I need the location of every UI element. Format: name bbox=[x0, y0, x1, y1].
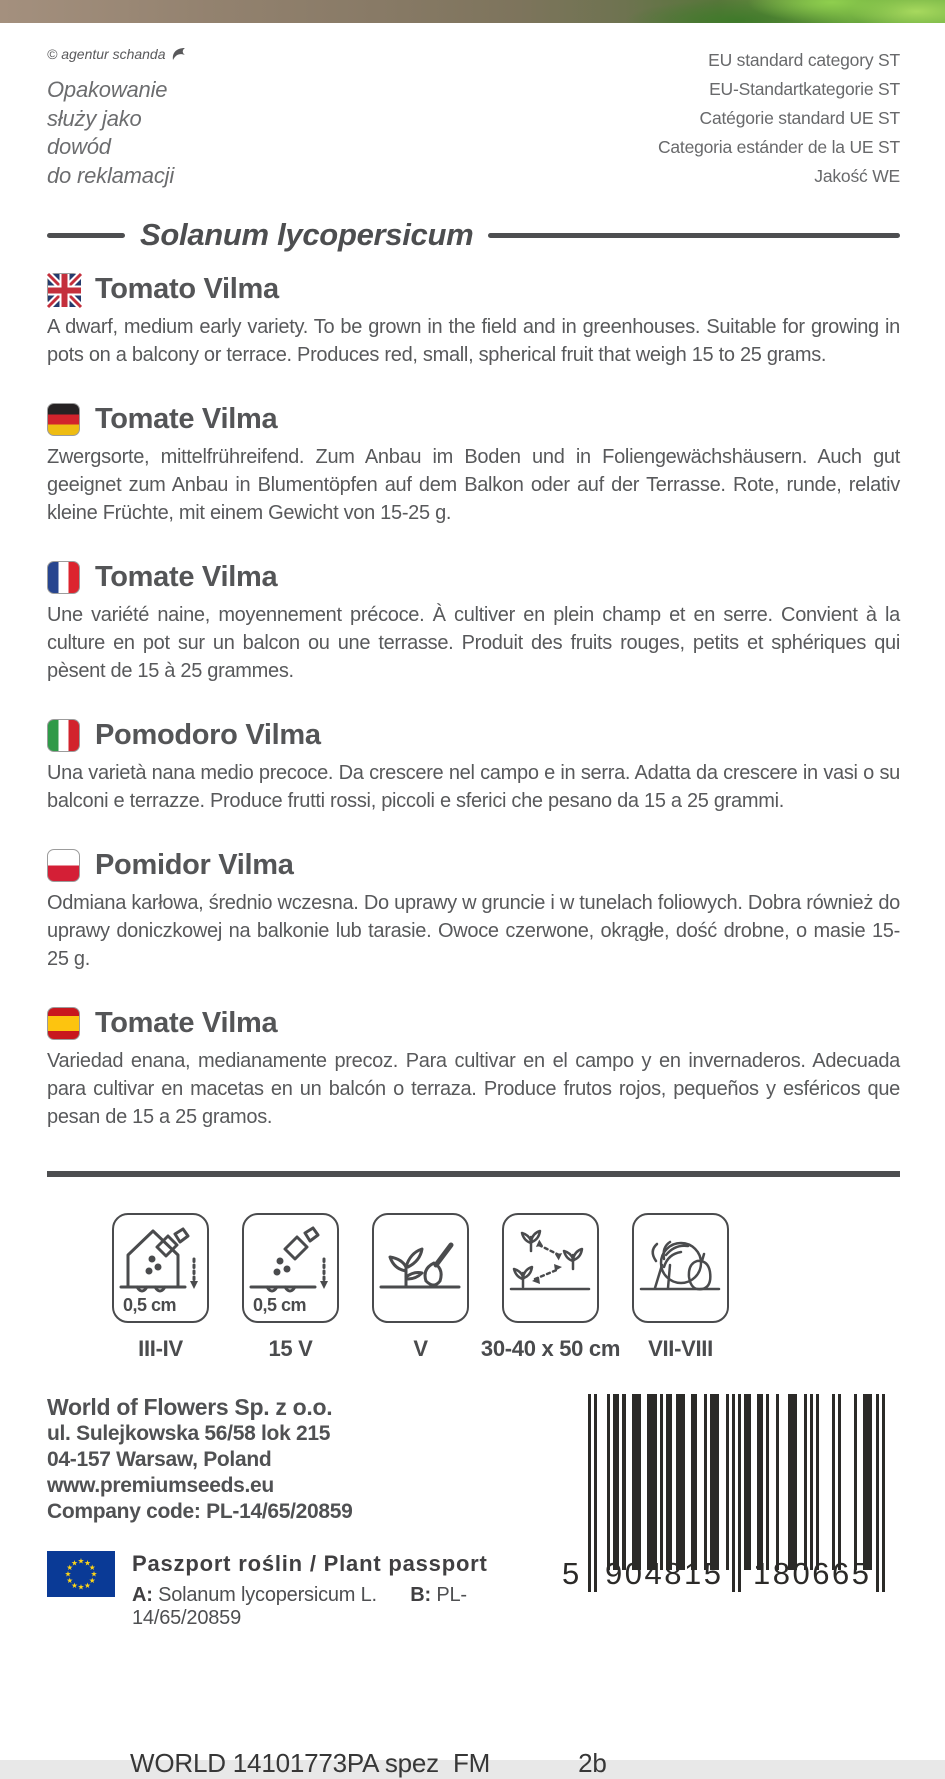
ean-barcode bbox=[560, 1394, 900, 1606]
plant-spacing-icon bbox=[505, 1217, 595, 1313]
variety-heading-pl: Pomidor Vilma bbox=[95, 848, 294, 881]
eu-flag-icon bbox=[47, 1551, 115, 1602]
description-fr: Une variété naine, moyennement précoce. À cultiver en plein champ et en serre. Convient à la culture en pot sur un balcon ou une terrasse. Produit des fruits rouges, petits et sphériques qui pèsent de 15 à 25 grammes. bbox=[47, 604, 900, 682]
barcode-digits-right: 180665 bbox=[753, 1556, 872, 1591]
svg-text:★: ★ bbox=[77, 1582, 85, 1592]
svg-text:★: ★ bbox=[90, 1569, 98, 1579]
title-rule-left bbox=[47, 233, 125, 238]
plant-photo-strip bbox=[0, 0, 945, 23]
description-it: Una varietà nana medio precoce. Da crescere nel campo e in serra. Adatta da crescere in vasi o su balconi e terrazze. Produce frutti rossi, piccoli e sferici che pesano da 15 a 25 grammi. bbox=[47, 762, 900, 812]
pictogram-harvest bbox=[632, 1213, 729, 1362]
passport-b-value: PL-14/65/20859 bbox=[132, 1584, 467, 1629]
description-es: Variedad enana, medianamente precoz. Para cultivar en el campo y en invernaderos. Adecuada para cultivar en macetas en un balcón o terraza. Produce frutos rojos, pequeños y esféricos que pesan de 15 a 25 gramos. bbox=[47, 1050, 900, 1128]
botanical-name: Solanum lycopersicum bbox=[140, 217, 474, 252]
claim-line: służy jako bbox=[47, 105, 142, 131]
category-line: EU standard category ST bbox=[708, 50, 900, 70]
description-de: Zwergsorte, mittelfrühreifend. Zum Anbau im Boden und in Foliengewächshäusern. Auch gut geeignet zum Anbau in Blumentöpfen auf dem Balkon oder auf der Terrasse. Rote, runde, relativ kleine Früchte, mit einem Gewicht von 15-25 g. bbox=[47, 446, 900, 524]
header bbox=[0, 23, 945, 191]
passport-b-label: B: bbox=[410, 1584, 431, 1606]
svg-text:★: ★ bbox=[88, 1576, 96, 1586]
germany-flag-icon bbox=[47, 403, 80, 436]
barcode-digit-first: 5 bbox=[562, 1556, 580, 1591]
passport-a-label: A: bbox=[132, 1584, 153, 1606]
packaging-claim bbox=[47, 76, 187, 190]
italy-flag-icon bbox=[47, 719, 80, 752]
variety-heading-es: Tomate Vilma bbox=[95, 1006, 278, 1039]
description-pl: Odmiana karłowa, średnio wczesna. Do uprawy w gruncie i w tunelach foliowych. Dobra również do uprawy doniczkowej na balkonie lub tarasie. Owoce czerwone, okrągłe, dość drobne, o masie 15-25 g. bbox=[47, 892, 900, 970]
photo-credit-text: © agentur schanda bbox=[47, 46, 166, 62]
section-polish bbox=[47, 845, 900, 973]
svg-text:★: ★ bbox=[66, 1563, 74, 1573]
passport-a-value: Solanum lycopersicum L. bbox=[158, 1584, 377, 1606]
title-rule-right bbox=[488, 233, 900, 238]
variety-heading-it: Pomodoro Vilma bbox=[95, 718, 321, 751]
svg-text:★: ★ bbox=[88, 1563, 96, 1573]
producer-and-passport bbox=[47, 1394, 560, 1630]
harvest-period: VII-VIII bbox=[648, 1336, 713, 1361]
sowing-outdoors-period: 15 V bbox=[268, 1336, 313, 1361]
variety-heading-en: Tomato Vilma bbox=[95, 272, 279, 305]
svg-text:★: ★ bbox=[84, 1558, 91, 1568]
svg-text:★: ★ bbox=[84, 1580, 91, 1590]
variety-heading-fr: Tomate Vilma bbox=[95, 560, 278, 593]
category-line: Catégorie standard UE ST bbox=[699, 108, 900, 128]
pictogram-transplanting bbox=[372, 1213, 469, 1362]
transplanting-period: V bbox=[413, 1336, 428, 1361]
botanical-title-row bbox=[47, 217, 900, 253]
producer-company-code: Company code: PL-14/65/20859 bbox=[47, 1500, 353, 1523]
pictogram-sowing-under-cover bbox=[112, 1213, 209, 1362]
svg-text:★: ★ bbox=[71, 1558, 78, 1568]
print-imprint bbox=[130, 1748, 945, 1779]
claim-line: Opakowanie bbox=[47, 77, 168, 102]
svg-text:★: ★ bbox=[77, 1556, 85, 1566]
uk-flag-icon bbox=[47, 273, 80, 306]
pictogram-plant-spacing bbox=[480, 1213, 621, 1362]
claim-line: dowód bbox=[47, 134, 111, 159]
eu-category-block bbox=[658, 46, 900, 191]
producer-address-line: 04-157 Warsaw, Poland bbox=[47, 1448, 272, 1471]
harvest-icon bbox=[635, 1217, 725, 1313]
producer-website: www.premiumseeds.eu bbox=[47, 1474, 274, 1497]
france-flag-icon bbox=[47, 561, 80, 594]
transplant-icon bbox=[375, 1217, 465, 1313]
agentur-schanda-logo-icon bbox=[171, 47, 187, 61]
producer-address-line: ul. Sulejkowska 56/58 lok 215 bbox=[47, 1422, 331, 1445]
category-line: Categoria estánder de la UE ST bbox=[657, 137, 900, 157]
category-line: EU-Standartkategorie ST bbox=[709, 79, 900, 99]
svg-text:★: ★ bbox=[71, 1580, 78, 1590]
sowing-depth-value: 0,5 cm bbox=[253, 1295, 307, 1315]
sowing-under-cover-period: III-IV bbox=[138, 1336, 183, 1361]
bottom-block bbox=[47, 1394, 900, 1630]
producer-name: World of Flowers Sp. z o.o. bbox=[47, 1394, 333, 1420]
section-german bbox=[47, 399, 900, 527]
variety-heading-de: Tomate Vilma bbox=[95, 402, 278, 435]
section-italian bbox=[47, 715, 900, 815]
section-french bbox=[47, 557, 900, 685]
imprint-code: WORLD 14101773PA spez FM bbox=[130, 1748, 491, 1778]
plant-passport bbox=[47, 1551, 560, 1630]
header-left bbox=[47, 46, 187, 191]
photo-credit bbox=[47, 46, 187, 62]
description-en: A dwarf, medium early variety. To be grown in the field and in greenhouses. Suitable for growing in pots on a balcony or terrace. Produces red, small, spherical fruit that weigh 15 to 25 grams. bbox=[47, 316, 900, 366]
plant-passport-title: Paszport roślin / Plant passport bbox=[132, 1551, 488, 1576]
svg-text:★: ★ bbox=[64, 1569, 72, 1579]
section-english bbox=[47, 269, 900, 369]
imprint-batch: 2b bbox=[578, 1748, 607, 1778]
cultivation-pictograms bbox=[112, 1213, 945, 1362]
svg-text:★: ★ bbox=[66, 1576, 74, 1586]
poland-flag-icon bbox=[47, 849, 80, 882]
plant-passport-details bbox=[132, 1584, 560, 1630]
pictogram-sowing-outdoors bbox=[242, 1213, 339, 1362]
section-spanish bbox=[47, 1003, 900, 1131]
spain-flag-icon bbox=[47, 1007, 80, 1040]
plant-spacing-value: 30-40 x 50 cm bbox=[480, 1336, 621, 1361]
plant-passport-text bbox=[132, 1551, 560, 1630]
claim-line: do reklamacji bbox=[47, 162, 175, 188]
barcode-digits-left: 904815 bbox=[605, 1556, 724, 1591]
section-divider bbox=[47, 1171, 900, 1177]
sowing-depth-value: 0,5 cm bbox=[123, 1295, 177, 1315]
category-line: Jakość WE bbox=[814, 166, 900, 186]
